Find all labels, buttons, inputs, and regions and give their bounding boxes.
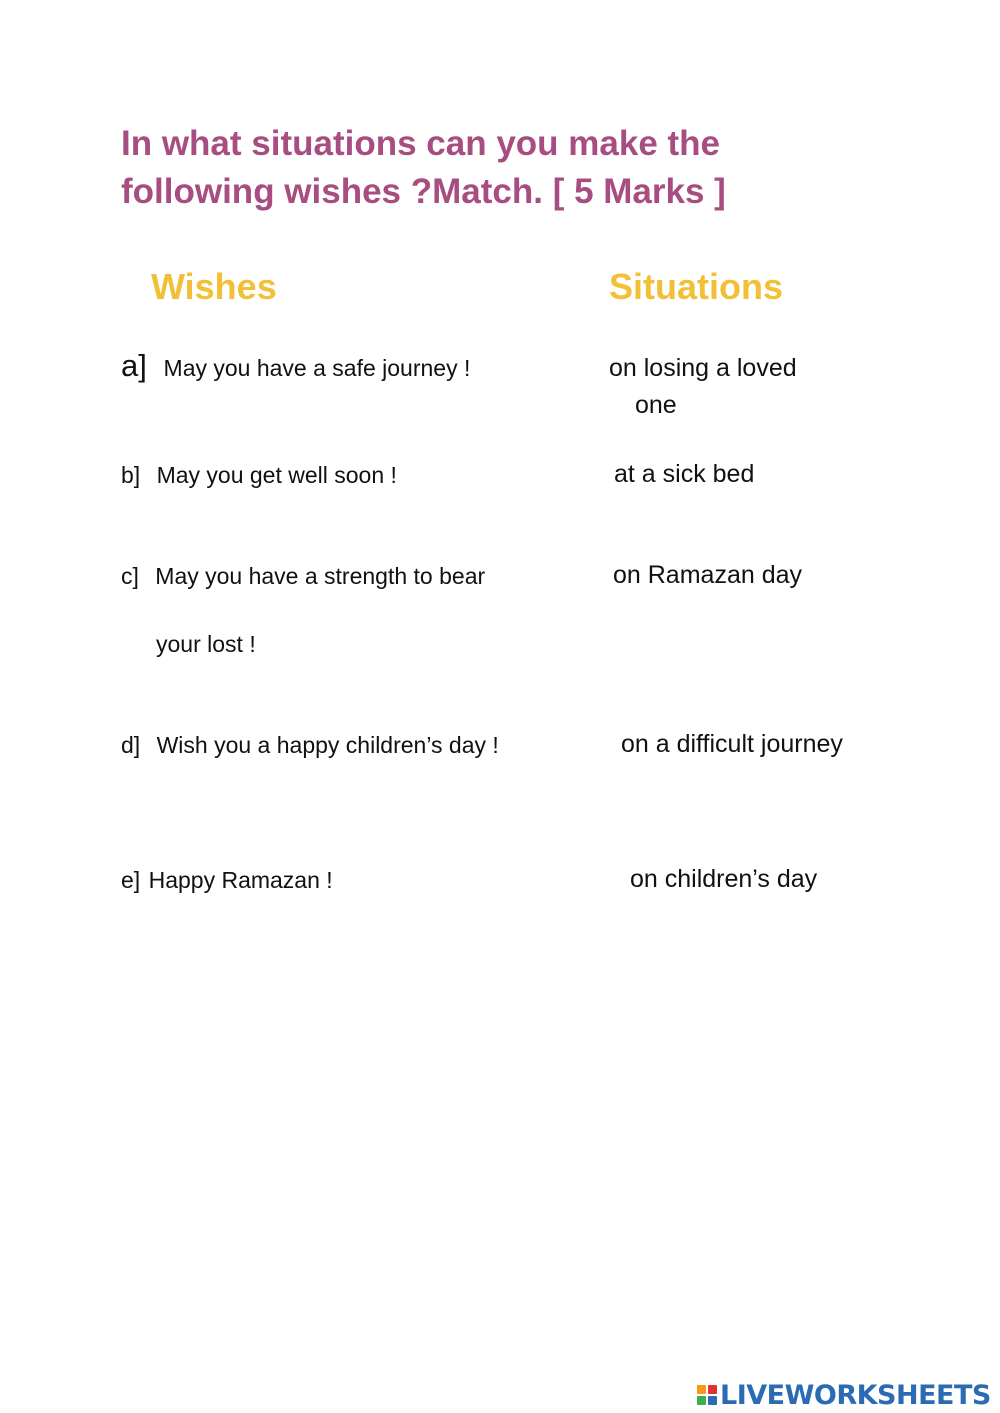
title-line-2: following wishes ?Match. [ 5 Marks ] (121, 172, 726, 211)
wish-d-letter: d] (121, 732, 141, 758)
situations-column-header: Situations (609, 266, 784, 307)
logo-block-4 (708, 1396, 717, 1405)
logo-blocks-icon (697, 1385, 717, 1405)
situation-4: on a difficult journey (621, 730, 843, 758)
situation-1-line-1: on losing a loved (609, 354, 797, 382)
wish-e-text: Happy Ramazan ! (148, 867, 333, 893)
logo-block-1 (697, 1385, 706, 1394)
wishes-column-header: Wishes (151, 266, 277, 307)
wish-e (121, 866, 333, 894)
wish-c-continuation: your lost ! (156, 631, 256, 657)
wish-a (121, 348, 471, 383)
wish-c-text: May you have a strength to bear (155, 563, 486, 589)
logo-block-2 (708, 1385, 717, 1394)
wish-b-text: May you get well soon ! (156, 462, 397, 488)
logo-text: LIVEWORKSHEETS (720, 1379, 991, 1411)
wish-c-letter: c] (121, 563, 139, 589)
wish-b-letter: b] (121, 462, 141, 488)
situation-3: on Ramazan day (613, 561, 803, 589)
wish-d-text: Wish you a happy children’s day ! (156, 732, 499, 758)
wish-c (121, 562, 485, 590)
logo-block-3 (697, 1396, 706, 1405)
liveworksheets-logo (697, 1378, 991, 1412)
situation-5: on children’s day (630, 865, 818, 893)
wish-a-letter: a] (121, 348, 147, 383)
situation-1-line-2: one (635, 391, 677, 419)
wish-a-text: May you have a safe journey ! (163, 355, 471, 381)
wish-d (121, 731, 499, 759)
worksheet-title (121, 120, 881, 216)
wish-e-letter: e] (121, 867, 141, 893)
title-line-1: In what situations can you make the (121, 124, 721, 163)
wish-b (121, 461, 397, 489)
situation-2: at a sick bed (614, 460, 755, 488)
